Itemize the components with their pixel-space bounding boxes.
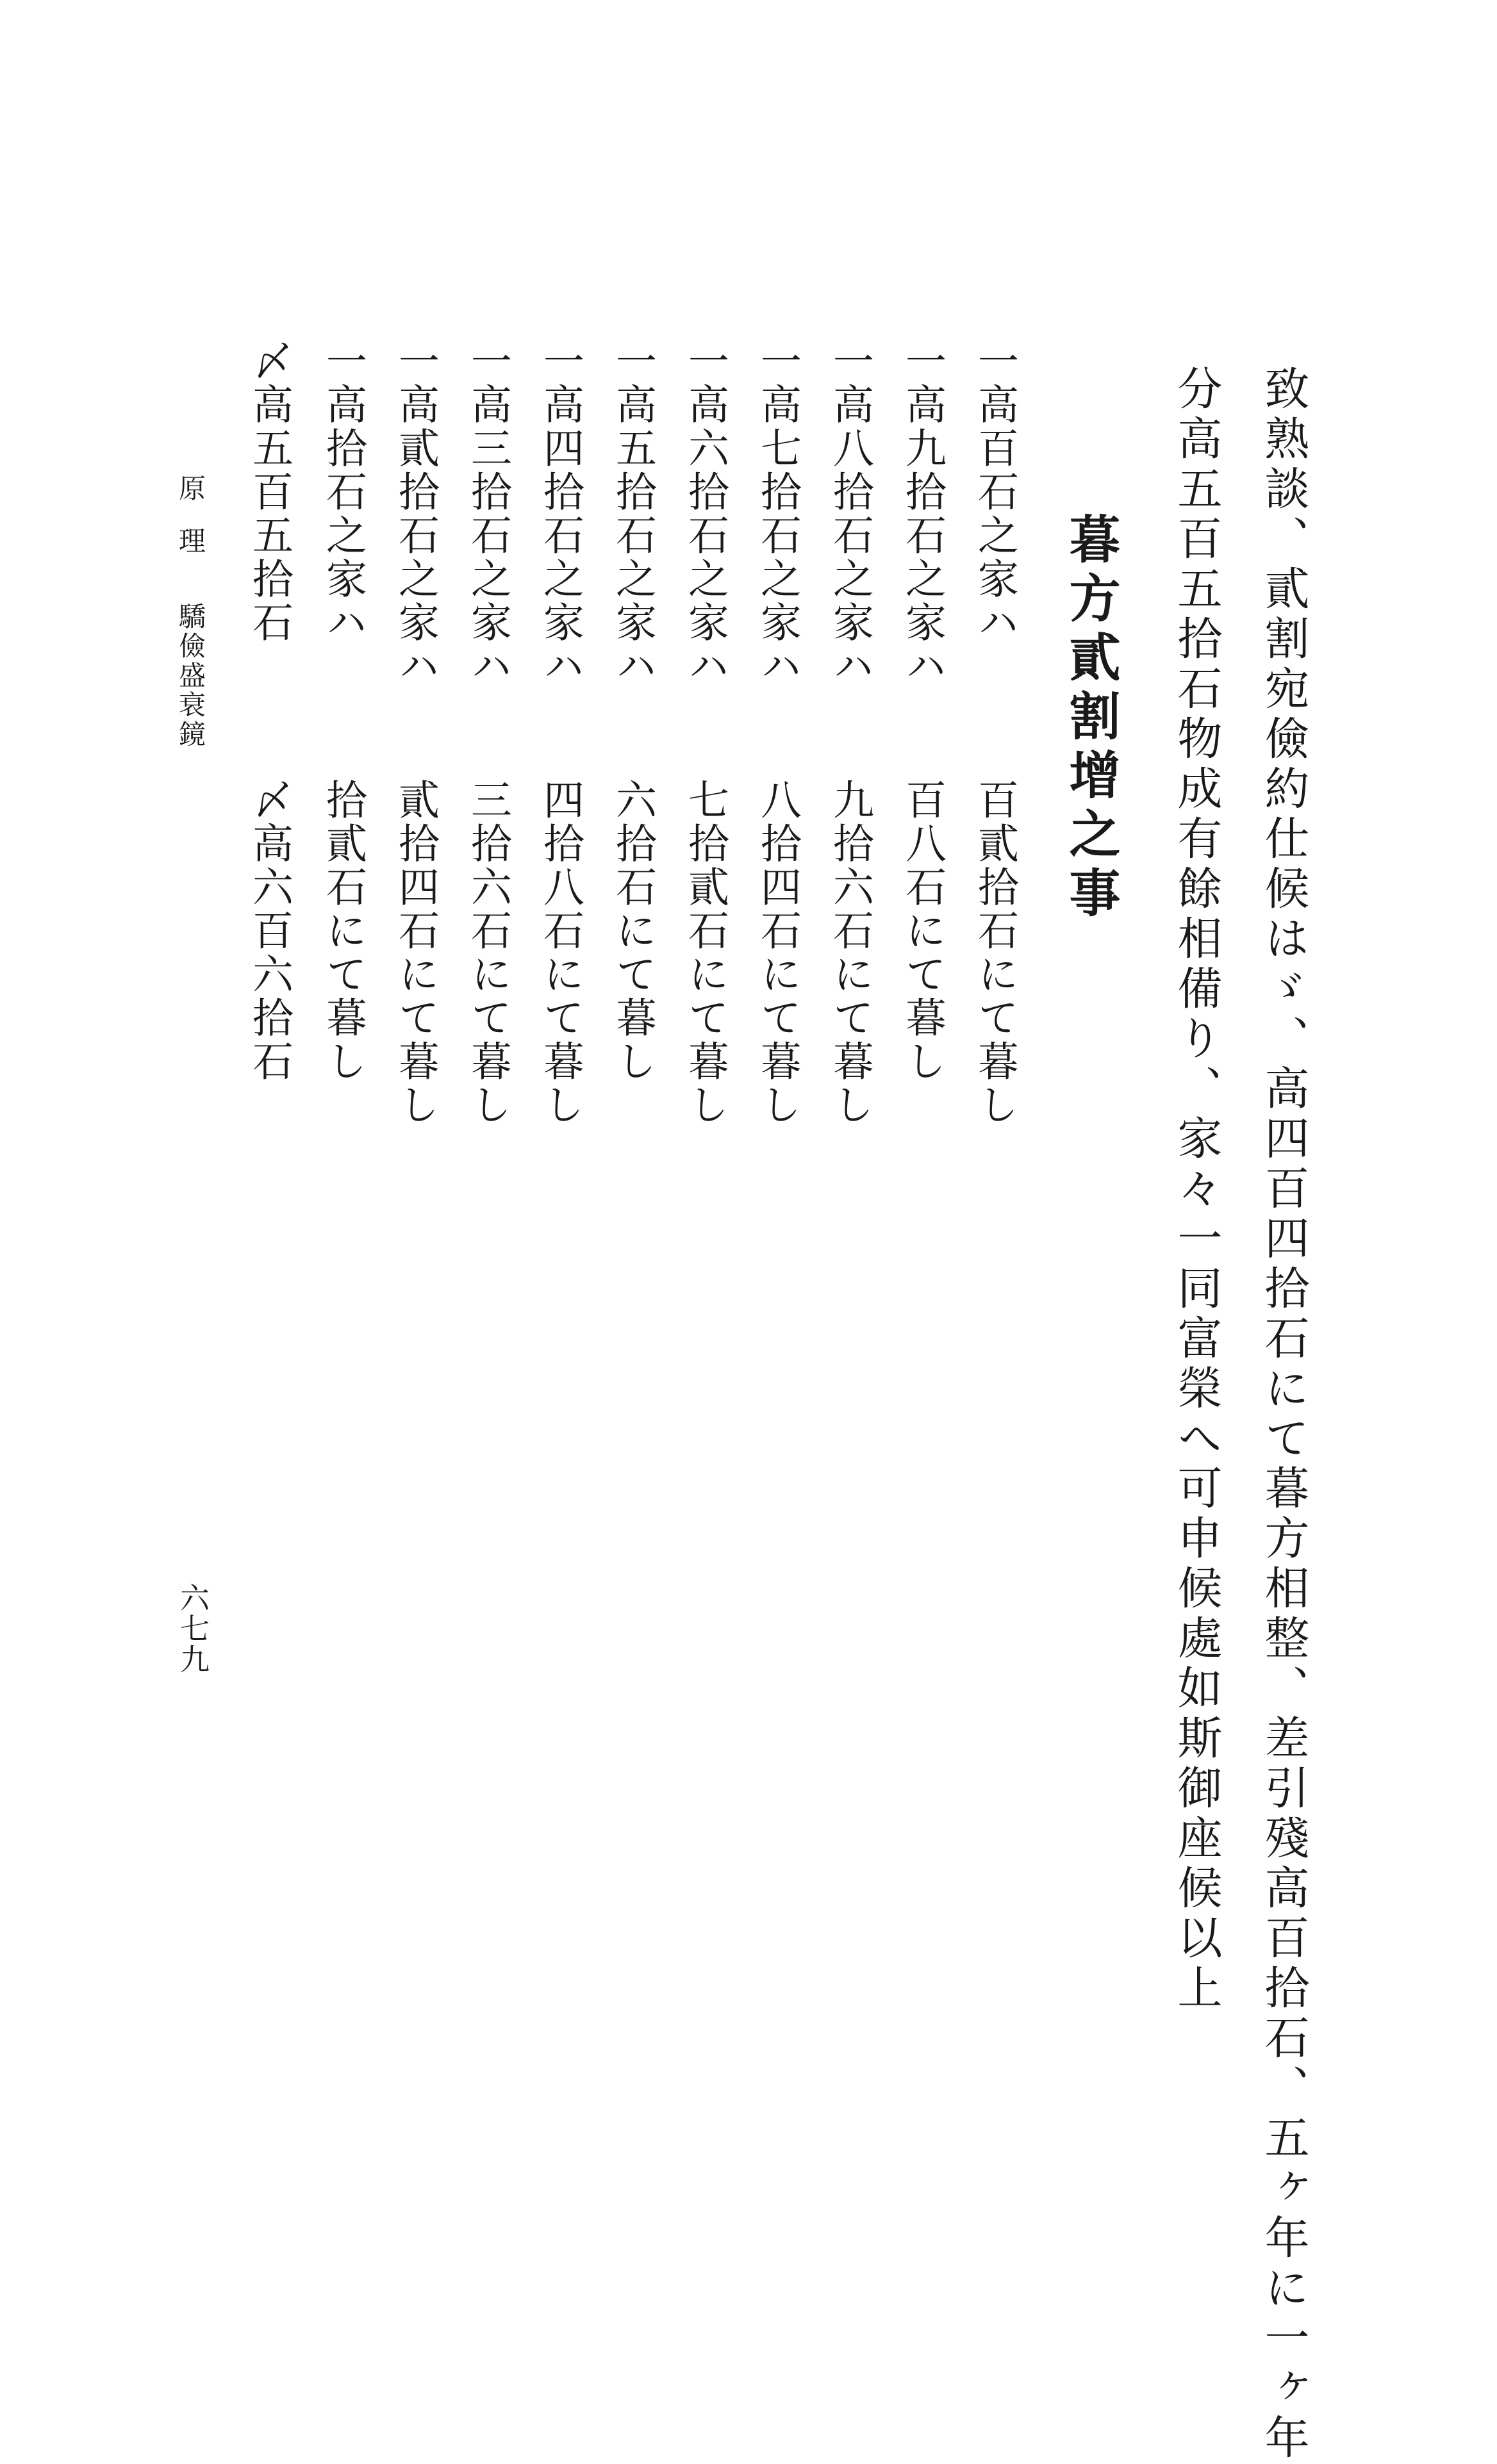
item-label: 一高貳拾石之家ハ: [392, 340, 439, 688]
item-label: 一高六拾石之家ハ: [681, 340, 729, 688]
item-value: 四拾八石にて暮し: [536, 778, 584, 1127]
main-text-line-1: 致熟談、貳割宛儉約仕候はゞ、高四百四拾石にて暮方相整、差引殘高百拾石、五ヶ年に一ヶ年: [1257, 365, 1310, 2464]
footer-right: 驕儉盛衰鏡: [175, 602, 206, 750]
item-value: 六拾石にて暮し: [609, 778, 656, 1083]
item-label: 一高九拾石之家ハ: [898, 340, 946, 688]
item-value: 九拾六石にて暮し: [826, 778, 873, 1127]
item-value: 八拾四石にて暮し: [754, 778, 801, 1127]
item-value: 拾貳石にて暮し: [319, 778, 367, 1083]
item-value: 三拾六石にて暮し: [464, 778, 511, 1127]
section-title: 暮方貳割增之事: [1061, 513, 1121, 925]
totals-value: 〆高六百六拾石: [245, 778, 293, 1083]
item-label: 一高五拾石之家ハ: [609, 340, 656, 688]
totals-label: 〆高五百五拾石: [245, 340, 293, 645]
item-label: 一高七拾石之家ハ: [754, 340, 801, 688]
item-value: 貳拾四石にて暮し: [392, 778, 439, 1127]
item-value: 百八石にて暮し: [898, 778, 946, 1083]
item-value: 七拾貳石にて暮し: [681, 778, 729, 1127]
item-label: 一高八拾石之家ハ: [826, 340, 873, 688]
page-number: 六七九: [176, 1582, 210, 1675]
item-label: 一高四拾石之家ハ: [536, 340, 584, 688]
footer-left: 原理: [175, 474, 206, 579]
main-text-line-2: 分高五百五拾石物成有餘相備り、家々一同富榮へ可申候處如斯御座候以上: [1170, 365, 1223, 2014]
item-label: 一高百石之家ハ: [971, 340, 1018, 645]
item-label: 一高三拾石之家ハ: [464, 340, 511, 688]
item-label: 一高拾石之家ハ: [319, 340, 367, 645]
item-value: 百貳拾石にて暮し: [971, 778, 1018, 1127]
